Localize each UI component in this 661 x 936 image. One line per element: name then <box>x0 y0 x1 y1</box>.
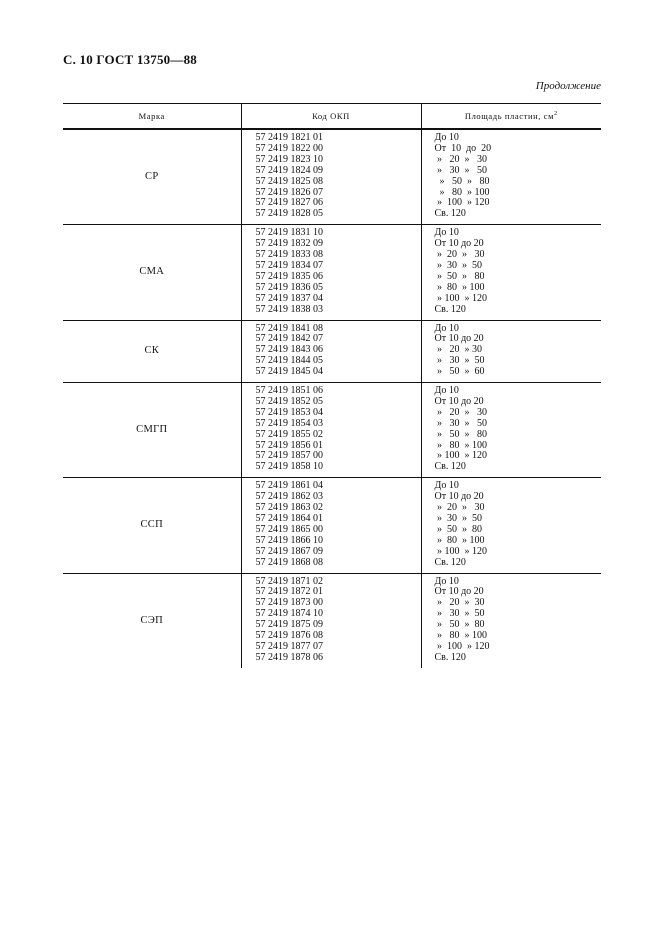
table-row <box>63 573 601 668</box>
plate-area-range: » 50 » 80 <box>434 619 485 631</box>
okp-code-cell <box>241 573 421 668</box>
column-header-area <box>421 104 601 130</box>
plate-area-range: От 10 до 20 <box>434 333 484 345</box>
plate-area-range: От 10 до 20 <box>434 142 492 154</box>
table-row <box>63 320 601 383</box>
plate-area-range: » 20 » 30 <box>434 344 482 356</box>
okp-code: 57 2419 1876 08 <box>255 630 323 642</box>
plate-area-range: » 100 » 120 <box>434 640 490 652</box>
okp-code: 57 2419 1865 00 <box>255 523 323 535</box>
okp-code: 57 2419 1844 05 <box>255 355 323 367</box>
column-header-grade: Марка <box>63 104 241 130</box>
okp-code: 57 2419 1843 06 <box>255 344 323 356</box>
plate-area-range: » 30 » 50 <box>434 355 485 367</box>
plate-area-range: » 30 » 50 <box>434 164 487 176</box>
plate-area-range: До 10 <box>434 385 459 397</box>
table-row <box>63 478 601 573</box>
grade-cell: ССП <box>63 478 241 573</box>
plate-area-cell <box>421 320 601 383</box>
plate-area-cell <box>421 225 601 320</box>
okp-code: 57 2419 1821 01 <box>255 132 323 143</box>
okp-code: 57 2419 1862 03 <box>255 491 323 503</box>
grade-cell: СМГП <box>63 383 241 478</box>
plate-area-range: » 50 » 80 <box>434 270 485 282</box>
okp-code: 57 2419 1858 10 <box>255 461 323 473</box>
okp-code: 57 2419 1856 01 <box>255 439 323 451</box>
okp-code-cell <box>241 383 421 478</box>
plate-area-range: » 100 » 120 <box>434 545 487 557</box>
plate-area-range: До 10 <box>434 480 459 492</box>
grade-cell: СР <box>63 129 241 225</box>
okp-code: 57 2419 1831 10 <box>255 227 323 239</box>
page-header: С. 10 ГОСТ 13750—88 <box>63 52 197 67</box>
okp-code: 57 2419 1871 02 <box>255 575 323 587</box>
table-row <box>63 129 601 225</box>
continuation-label: Продолжение <box>535 80 601 92</box>
okp-code: 57 2419 1826 07 <box>255 186 323 198</box>
okp-code: 57 2419 1863 02 <box>255 502 323 514</box>
plate-area-range: Св. 120 <box>434 303 466 315</box>
plate-area-range: » 80 » 100 <box>434 439 487 451</box>
okp-code: 57 2419 1842 07 <box>255 333 323 345</box>
plate-area-range: До 10 <box>434 132 459 143</box>
okp-code: 57 2419 1853 04 <box>255 406 323 418</box>
plate-area-range: » 20 » 30 <box>434 597 485 609</box>
okp-code: 57 2419 1864 01 <box>255 513 323 524</box>
okp-code-cell <box>241 320 421 383</box>
plate-area-range: » 100 » 120 <box>434 197 490 209</box>
plate-area-range: Св. 120 <box>434 556 466 568</box>
plate-area-range: » 80 » 100 <box>434 630 487 642</box>
okp-code: 57 2419 1824 09 <box>255 164 323 176</box>
area-unit-superscript: 2 <box>554 111 558 118</box>
okp-code-cell <box>241 478 421 573</box>
okp-code: 57 2419 1827 06 <box>255 197 323 209</box>
plate-area-range: » 80 » 100 <box>434 186 490 198</box>
plate-area-range: Св. 120 <box>434 208 466 220</box>
plate-area-range: » 50 » 80 <box>434 175 490 187</box>
plate-area-range: » 50 » 80 <box>434 523 482 535</box>
grade-cell: СМА <box>63 225 241 320</box>
okp-code: 57 2419 1857 00 <box>255 450 323 462</box>
plate-area-range: » 80 » 100 <box>434 534 485 546</box>
okp-code: 57 2419 1877 07 <box>255 640 323 652</box>
plate-area-range: До 10 <box>434 575 459 587</box>
okp-code: 57 2419 1861 04 <box>255 480 323 492</box>
okp-code: 57 2419 1836 05 <box>255 281 323 293</box>
okp-code: 57 2419 1874 10 <box>255 608 323 620</box>
plate-area-range: До 10 <box>434 227 459 239</box>
okp-code: 57 2419 1841 08 <box>255 322 323 334</box>
plate-area-range: От 10 до 20 <box>434 395 484 407</box>
grade-cell: СЭП <box>140 614 163 626</box>
okp-code: 57 2419 1867 09 <box>255 545 323 557</box>
plate-area-range: » 30 » 50 <box>434 259 482 271</box>
plate-area-range: До 10 <box>434 322 459 334</box>
column-header-okp-code: Код ОКП <box>241 104 421 130</box>
okp-code: 57 2419 1832 09 <box>255 238 323 250</box>
plate-area-range: » 100 » 120 <box>434 450 487 462</box>
okp-code: 57 2419 1878 06 <box>255 651 323 663</box>
okp-code: 57 2419 1851 06 <box>255 385 323 397</box>
okp-code: 57 2419 1866 10 <box>255 534 323 546</box>
okp-code: 57 2419 1854 03 <box>255 417 323 429</box>
plate-area-range: » 20 » 30 <box>434 153 487 165</box>
grade-cell: СК <box>63 320 241 383</box>
okp-code: 57 2419 1823 10 <box>255 153 323 165</box>
okp-code: 57 2419 1828 05 <box>255 208 323 220</box>
plate-area-range: От 10 до 20 <box>434 586 484 598</box>
plate-area-cell <box>421 383 601 478</box>
plate-area-range: От 10 до 20 <box>434 491 484 503</box>
okp-code: 57 2419 1833 08 <box>255 249 323 261</box>
okp-code: 57 2419 1872 01 <box>255 586 323 598</box>
plate-area-range: Св. 120 <box>434 651 466 663</box>
okp-code: 57 2419 1835 06 <box>255 270 323 282</box>
okp-code: 57 2419 1852 05 <box>255 395 323 407</box>
table-row <box>63 383 601 478</box>
plate-area-range: » 100 » 120 <box>434 292 487 304</box>
spec-table <box>63 103 601 668</box>
plate-area-cell <box>421 129 601 225</box>
plate-area-range: » 30 » 50 <box>434 417 487 429</box>
plate-area-range: Св. 120 <box>434 461 466 473</box>
plate-area-range: » 20 » 30 <box>434 502 485 514</box>
plate-area-range: » 30 » 50 <box>434 608 485 620</box>
okp-code-cell <box>241 225 421 320</box>
okp-code: 57 2419 1873 00 <box>255 597 323 609</box>
plate-area-range: » 20 » 30 <box>434 249 485 261</box>
plate-area-range: » 50 » 80 <box>434 428 487 440</box>
plate-area-cell <box>421 478 601 573</box>
okp-code: 57 2419 1825 08 <box>255 175 323 187</box>
plate-area-range: » 50 » 60 <box>434 366 485 378</box>
okp-code: 57 2419 1837 04 <box>255 292 323 304</box>
okp-code-cell <box>241 129 421 225</box>
okp-code: 57 2419 1834 07 <box>255 259 323 271</box>
table-header-row <box>63 104 601 130</box>
plate-area-range: » 80 » 100 <box>434 281 485 293</box>
okp-code: 57 2419 1822 00 <box>255 142 323 154</box>
plate-area-cell <box>421 573 601 668</box>
okp-code: 57 2419 1868 08 <box>255 556 323 568</box>
plate-area-range: От 10 до 20 <box>434 238 484 250</box>
table-row <box>63 225 601 320</box>
plate-area-range: » 20 » 30 <box>434 406 487 418</box>
okp-code: 57 2419 1845 04 <box>255 366 323 378</box>
okp-code: 57 2419 1855 02 <box>255 428 323 440</box>
area-header-text: Площадь пластин, см <box>464 111 555 121</box>
okp-code: 57 2419 1875 09 <box>255 619 323 631</box>
plate-area-range: » 30 » 50 <box>434 513 482 524</box>
okp-code: 57 2419 1838 03 <box>255 303 323 315</box>
